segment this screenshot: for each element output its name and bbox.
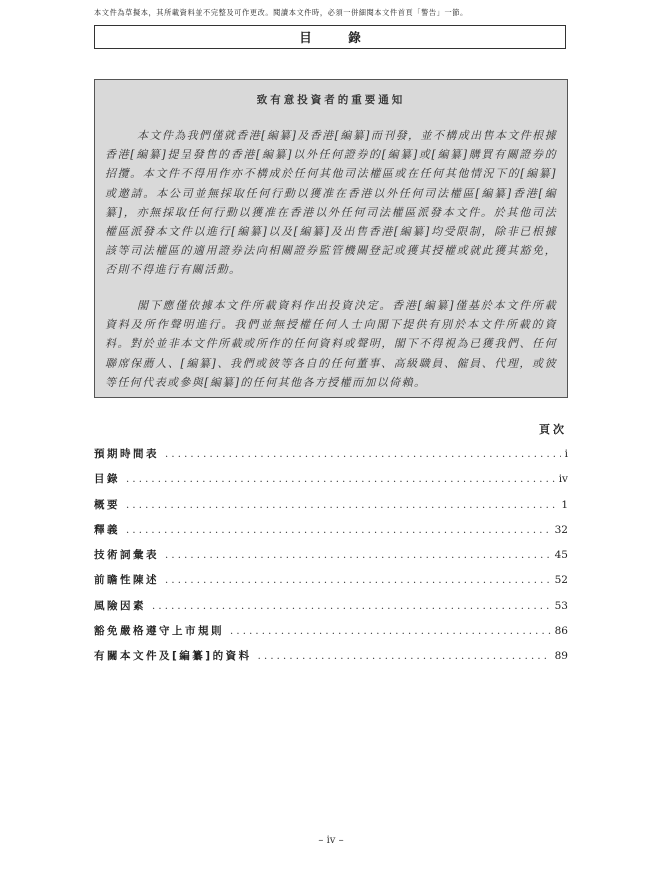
toc-entry-label: 有關本文件及[編纂]的資料 — [94, 650, 252, 663]
toc-entry[interactable] — [94, 497, 568, 522]
toc-entry[interactable] — [94, 623, 568, 648]
toc-entry-label: 概要 — [94, 498, 120, 511]
toc-leader-dots — [152, 601, 551, 612]
toc-entry[interactable] — [94, 446, 568, 471]
toc-entry[interactable] — [94, 598, 568, 623]
toc-entry-page: 86 — [554, 625, 568, 638]
page-number-footer: – iv – — [318, 835, 344, 846]
toc-entry-page: i — [564, 448, 568, 460]
important-notice-box — [94, 79, 568, 398]
toc-leader-dots — [165, 550, 551, 561]
toc-entry-page: iv — [558, 473, 568, 486]
toc-leader-dots — [258, 651, 551, 662]
toc-entry-label: 釋義 — [94, 523, 120, 536]
toc-entry[interactable] — [94, 522, 568, 547]
draft-warning-header: 本文件為草擬本，其所載資料並不完整及可作更改。閱讀本文件時，必須一併細閱本文件首頁「警告」一節。 — [94, 8, 468, 17]
toc-entry-label: 目錄 — [94, 473, 120, 486]
toc-leader-dots — [165, 575, 551, 586]
page-title: 目 錄 — [94, 25, 566, 49]
toc-entry[interactable] — [94, 572, 568, 597]
notice-paragraph-2: 閣下應僅依據本文件所載資料作出投資決定。香港[編纂]僅基於本文件所載資料及所作聲明進行。我們並無授權任何人士向閣下提供有別於本文件所載的資料。對於並非本文件所載或所作的任何資料或聲明，閣下不得視為已獲我們、任何聯席保薦人、[編纂]、我們或彼等各自的任何董事、高級職員、僱員、代理，或彼等任何代表或參與[編纂]的任何其他各方授權而加以倚賴。 — [105, 299, 557, 389]
toc-leader-dots — [126, 474, 555, 485]
toc-entry[interactable] — [94, 547, 568, 572]
toc-leader-dots — [126, 525, 551, 536]
notice-paragraph-1: 本文件為我們僅就香港[編纂]及香港[編纂]而刊發，並不構成出售本文件根據香港[編纂]提呈發售的香港[編纂]以外任何證券的[編纂]或[編纂]購買有關證券的招攬。本文件不得用作亦不構成於任何其他司法權區或在任何其他情況下的[編纂]或邀請。本公司並無採取任何行動以獲准在香港以外任何司法權區[編纂]香港[編纂]，亦無採取任何行動以獲准在香港以外任何司法權區派發本文件。於其他司法權區派發本文件以進行[編纂]以及[編纂]及出售香港[編纂]均受限制，除非已根據該等司法權區的適用證券法向相關證券監管機關登記或獲其授權或就此獲其豁免，否則不得進行有關活動。 — [105, 129, 557, 277]
notice-heading: 致有意投資者的重要通知 — [256, 94, 406, 106]
toc-entry[interactable] — [94, 648, 568, 673]
toc-leader-dots — [126, 500, 557, 511]
table-of-contents — [94, 446, 568, 674]
toc-entry-label: 預期時間表 — [94, 448, 159, 460]
toc-page-column-header: 頁次 — [539, 423, 567, 436]
toc-leader-dots — [165, 449, 561, 460]
toc-entry-label: 豁免嚴格遵守上市規則 — [94, 625, 224, 638]
toc-entry-page: 1 — [561, 498, 568, 511]
toc-entry-page: 32 — [554, 523, 568, 536]
toc-entry-label: 前瞻性陳述 — [94, 574, 159, 587]
toc-entry-page: 53 — [554, 599, 568, 612]
toc-entry-label: 風險因素 — [94, 599, 146, 612]
toc-entry-page: 45 — [554, 549, 568, 562]
toc-entry-page: 52 — [554, 574, 568, 587]
toc-entry-page: 89 — [554, 650, 568, 663]
toc-entry-label: 技術詞彙表 — [94, 549, 159, 562]
toc-leader-dots — [230, 626, 551, 637]
toc-entry[interactable] — [94, 471, 568, 496]
